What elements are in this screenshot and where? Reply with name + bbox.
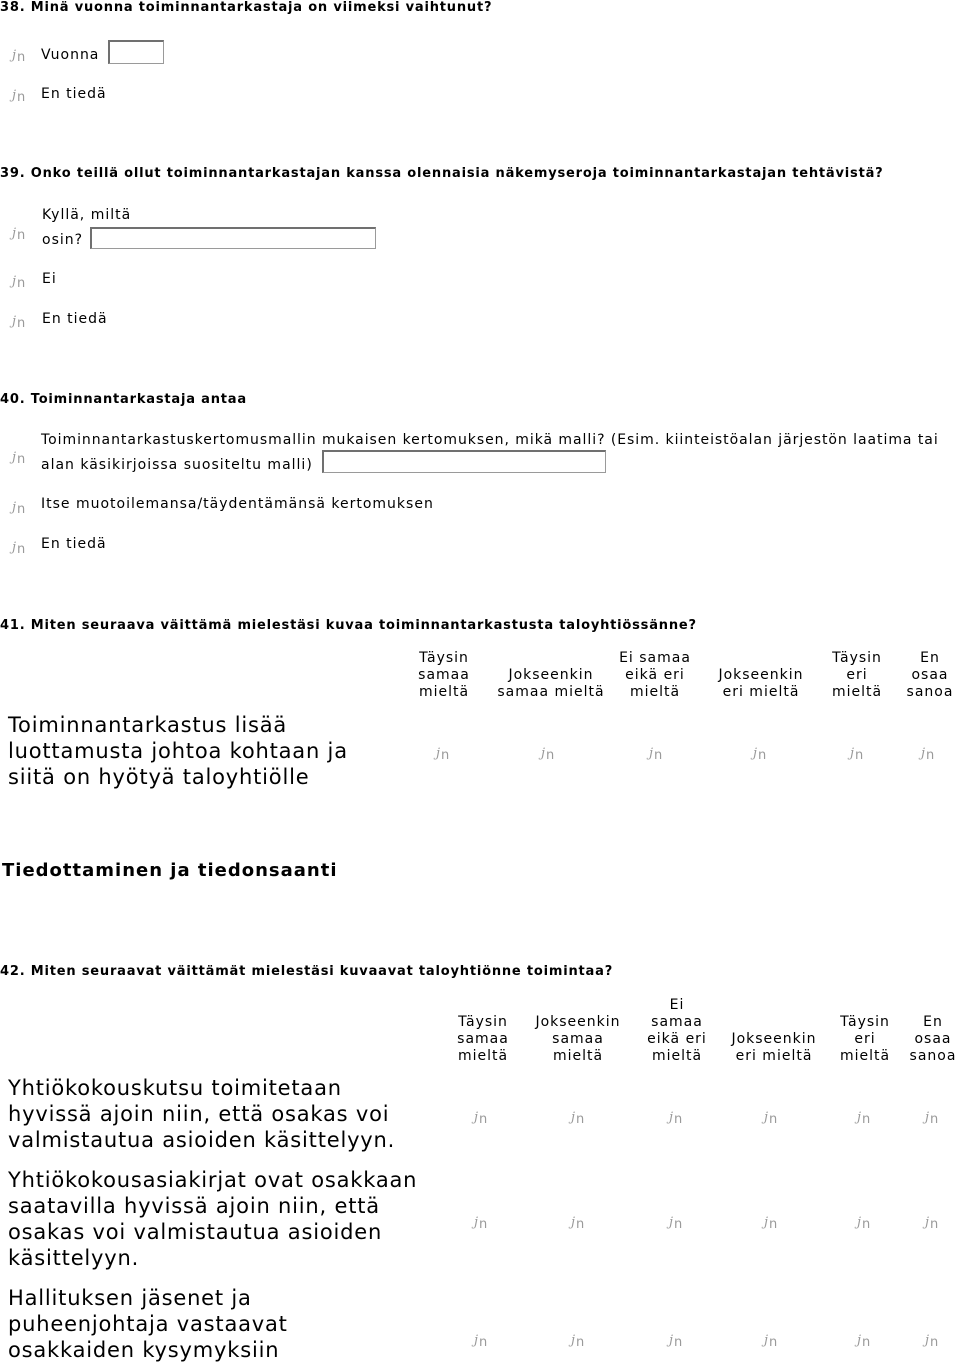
- radio-q40-itse[interactable]: j n: [12, 500, 27, 517]
- radio-q42-2-6[interactable]: j n: [925, 1215, 940, 1232]
- radio-q41-3[interactable]: j n: [649, 746, 664, 763]
- option-label: alan käsikirjoissa suositeltu malli): [41, 457, 313, 473]
- column-header: Täysin eri mieltä: [839, 1014, 891, 1064]
- radio-q42-3-2[interactable]: j n: [571, 1333, 586, 1350]
- question-40-title: 40. Toiminnantarkastaja antaa: [0, 392, 247, 407]
- model-input[interactable]: [322, 450, 606, 473]
- radio-q38-en-tieda[interactable]: j n: [12, 88, 27, 105]
- radio-q42-2-4[interactable]: j n: [764, 1215, 779, 1232]
- radio-q42-2-3[interactable]: j n: [669, 1215, 684, 1232]
- statement-text: Toiminnantarkastus lisää luottamusta johtoa kohtaan ja siitä on hyötyä taloyhtiölle: [8, 713, 348, 789]
- radio-q41-5[interactable]: j n: [850, 746, 865, 763]
- column-header: Jokseenkin samaa mieltä: [535, 1014, 621, 1064]
- option-label: Ei: [42, 271, 57, 287]
- radio-q42-1-2[interactable]: j n: [571, 1110, 586, 1127]
- question-39-title: 39. Onko teillä ollut toiminnantarkastajan kanssa olennaisia näkemyseroja toiminnantarkastajan tehtävistä?: [0, 166, 884, 181]
- question-42-title: 42. Miten seuraavat väittämät mielestäsi kuvaavat taloyhtiönne toimintaa?: [0, 964, 614, 979]
- radio-q41-4[interactable]: j n: [753, 746, 768, 763]
- statement-text: Yhtiökokousasiakirjat ovat osakkaan saatavilla hyvissä ajoin niin, että osakas voi valmistautua asioiden käsittelyyn.: [8, 1168, 418, 1270]
- question-41-title: 41. Miten seuraava väittämä mielestäsi kuvaa toiminnantarkastusta taloyhtiössänne?: [0, 618, 697, 633]
- option-label: osin?: [42, 232, 84, 248]
- radio-q40-en-tieda[interactable]: j n: [12, 540, 27, 557]
- radio-q39-ei[interactable]: j n: [12, 274, 27, 291]
- radio-q41-6[interactable]: j n: [921, 746, 936, 763]
- radio-q39-en-tieda[interactable]: j n: [12, 314, 27, 331]
- column-header: Jokseenkin eri mieltä: [731, 1031, 817, 1064]
- column-header: Täysin eri mieltä: [831, 650, 883, 700]
- radio-q42-2-1[interactable]: j n: [474, 1215, 489, 1232]
- radio-q39-kylla[interactable]: j n: [12, 226, 27, 243]
- radio-q42-3-1[interactable]: j n: [474, 1333, 489, 1350]
- statement-text: Yhtiökokouskutsu toimitetaan hyvissä ajoin niin, että osakas voi valmistautua asioiden käsittelyyn.: [8, 1076, 396, 1152]
- radio-q41-2[interactable]: j n: [541, 746, 556, 763]
- radio-q40-malli[interactable]: j n: [12, 450, 27, 467]
- radio-q41-1[interactable]: j n: [436, 746, 451, 763]
- radio-q42-2-5[interactable]: j n: [857, 1215, 872, 1232]
- disagreement-input[interactable]: [90, 227, 376, 249]
- column-header: Ei samaa eikä eri mieltä: [647, 997, 707, 1064]
- option-label: En tiedä: [41, 536, 107, 552]
- radio-q42-1-4[interactable]: j n: [764, 1110, 779, 1127]
- radio-q42-3-4[interactable]: j n: [764, 1333, 779, 1350]
- column-header: Jokseenkin eri mieltä: [718, 667, 804, 700]
- radio-q42-1-1[interactable]: j n: [474, 1110, 489, 1127]
- column-header: En osaa sanoa: [909, 1014, 957, 1064]
- option-label: En tiedä: [42, 311, 108, 327]
- statement-text: Hallituksen jäsenet ja puheenjohtaja vastaavat osakkaiden kysymyksiin: [8, 1286, 288, 1362]
- section-title: Tiedottaminen ja tiedonsaanti: [2, 860, 338, 881]
- radio-q38-vuonna[interactable]: j n: [12, 48, 27, 65]
- option-label: Toiminnantarkastuskertomusmallin mukaisen kertomuksen, mikä malli? (Esim. kiinteistöalan järjestön laatima tai: [41, 432, 939, 448]
- column-header: Täysin samaa mieltä: [418, 650, 470, 700]
- option-label: Itse muotoilemansa/täydentämänsä kertomuksen: [41, 496, 434, 512]
- option-label: Kyllä, miltä: [42, 207, 132, 223]
- year-input[interactable]: [108, 40, 164, 64]
- radio-q42-1-3[interactable]: j n: [669, 1110, 684, 1127]
- option-label: En tiedä: [41, 86, 107, 102]
- column-header: Täysin samaa mieltä: [457, 1014, 509, 1064]
- radio-q42-3-3[interactable]: j n: [669, 1333, 684, 1350]
- radio-q42-2-2[interactable]: j n: [571, 1215, 586, 1232]
- radio-q42-3-5[interactable]: j n: [857, 1333, 872, 1350]
- column-header: Ei samaa eikä eri mieltä: [619, 650, 691, 700]
- question-38-title: 38. Minä vuonna toiminnantarkastaja on viimeksi vaihtunut?: [0, 0, 493, 15]
- column-header: Jokseenkin samaa mieltä: [497, 667, 605, 700]
- radio-q42-1-5[interactable]: j n: [857, 1110, 872, 1127]
- radio-q42-3-6[interactable]: j n: [925, 1333, 940, 1350]
- option-label: Vuonna: [41, 47, 100, 63]
- radio-q42-1-6[interactable]: j n: [925, 1110, 940, 1127]
- column-header: En osaa sanoa: [906, 650, 954, 700]
